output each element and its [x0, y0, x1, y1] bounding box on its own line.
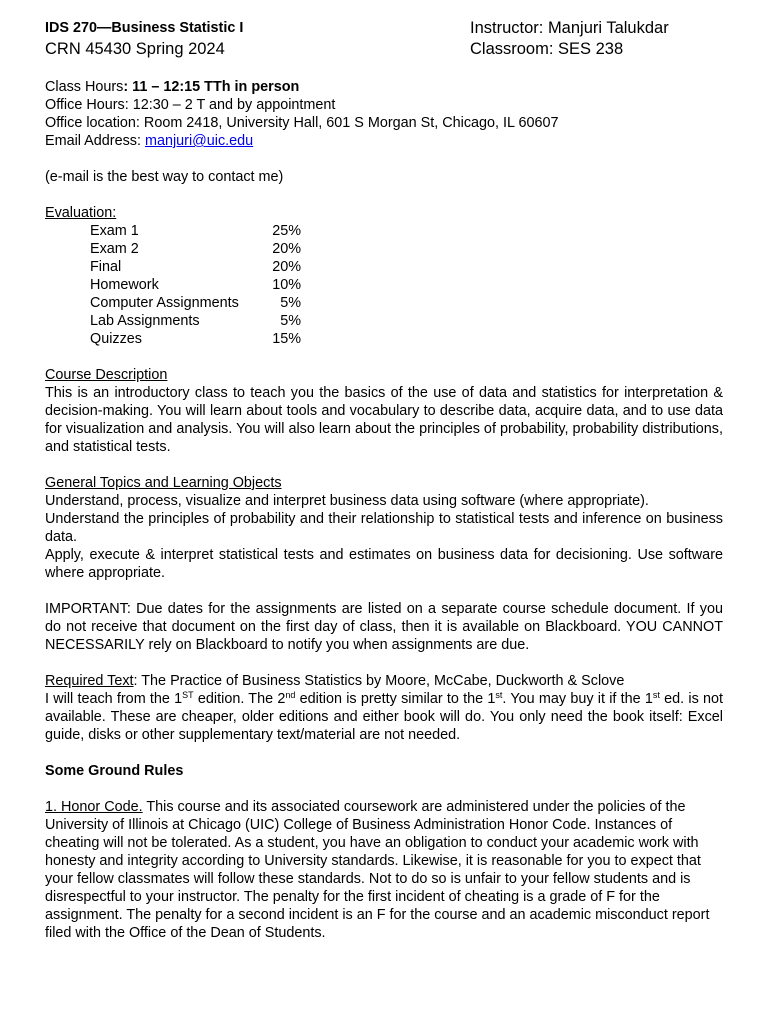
honor-code-paragraph — [45, 798, 723, 942]
superscript: ST — [182, 690, 194, 700]
evaluation-row — [45, 330, 723, 348]
evaluation-name: Lab Assignments — [90, 313, 200, 329]
crn-term: CRN 45430 Spring 2024 — [45, 40, 225, 58]
evaluation-row — [45, 294, 723, 312]
header-right — [470, 18, 669, 60]
evaluation-pct: 20% — [272, 259, 301, 275]
evaluation-row — [45, 240, 723, 258]
class-hours — [45, 78, 723, 96]
topics-line-3: Apply, execute & interpret statistical tests and estimates on business data for decisioning. Use software where appropriate. — [45, 547, 723, 581]
required-text-part: ed. is not available. These are cheaper, older editions and either book will do. You only need the book itself: Excel guide, disks or other supplementary text/material are not needed. — [45, 691, 724, 743]
evaluation-name: Quizzes — [90, 331, 142, 347]
superscript: nd — [285, 690, 296, 700]
evaluation-heading: Evaluation: — [45, 205, 117, 221]
superscript: st — [495, 690, 503, 700]
office-location: Office location: Room 2418, University Hall, 601 S Morgan St, Chicago, IL 60607 — [45, 115, 559, 131]
office-hours: Office Hours: 12:30 – 2 T and by appointment — [45, 97, 336, 113]
email-line — [45, 132, 723, 150]
evaluation-name: Homework — [90, 277, 159, 293]
evaluation-name: Exam 1 — [90, 223, 139, 239]
important-notice: IMPORTANT: Due dates for the assignments are listed on a separate course schedule document. If you do not receive that document on the first day of class, then it is available on Blackboard. YOU CANNOT NECESSARILY rely on Blackboard to notify you when assignments are due. — [45, 601, 723, 653]
ground-rules-heading: Some Ground Rules — [45, 763, 184, 779]
evaluation-list — [45, 222, 723, 348]
required-text-part: edition is pretty similar to the 1 — [295, 691, 496, 707]
required-text-title: : The Practice of Business Statistics by Moore, McCabe, Duckworth & Sclove — [133, 673, 625, 689]
class-hours-label: Class Hours — [45, 79, 124, 95]
instructor: Instructor: Manjuri Talukdar — [470, 19, 669, 37]
syllabus-page — [45, 18, 723, 942]
required-text-part: . You may buy it if the 1 — [502, 691, 653, 707]
honor-code-label: 1. Honor Code. — [45, 799, 143, 815]
header — [45, 18, 723, 62]
evaluation-row — [45, 276, 723, 294]
header-left — [45, 18, 243, 60]
evaluation-name: Computer Assignments — [90, 295, 239, 311]
email-link[interactable]: manjuri@uic.edu — [144, 133, 254, 149]
class-hours-value: : 11 – 12:15 TTh in person — [123, 79, 300, 95]
course-title: IDS 270—Business Statistic I — [45, 20, 244, 36]
evaluation-row — [45, 222, 723, 240]
email-label: Email Address: — [45, 133, 145, 149]
evaluation-pct: 10% — [272, 277, 301, 293]
evaluation-row — [45, 258, 723, 276]
required-text-body — [45, 690, 723, 744]
required-text-part: edition. The 2 — [193, 691, 286, 707]
contact-note: (e-mail is the best way to contact me) — [45, 169, 284, 185]
required-text-part: I will teach from the 1 — [45, 691, 183, 707]
evaluation-pct: 25% — [272, 223, 301, 239]
evaluation-name: Exam 2 — [90, 241, 139, 257]
evaluation-row — [45, 312, 723, 330]
evaluation-pct: 20% — [272, 241, 301, 257]
required-text-label: Required Text — [45, 673, 134, 689]
classroom: Classroom: SES 238 — [470, 40, 624, 58]
course-description-heading: Course Description — [45, 367, 168, 383]
evaluation-name: Final — [90, 259, 122, 275]
evaluation-pct: 15% — [272, 331, 301, 347]
course-description-text: This is an introductory class to teach you the basics of the use of data and statistics for interpretation & decision-making. You will learn about tools and vocabulary to describe data, acquire data, and to use data for visualization and analysis. You will also learn about the principles of probability, probability distributions, and statistical tests. — [45, 385, 723, 455]
topics-heading: General Topics and Learning Objects — [45, 475, 282, 491]
topics-line-1: Understand, process, visualize and interpret business data using software (where appropriate). — [45, 493, 649, 509]
honor-code-text: This course and its associated coursework are administered under the policies of the University of Illinois at Chicago (UIC) College of Business Administration Honor Code. Instances of cheating will not be tolerated. As a student, you have an obligation to conduct your academic work with honesty and integrity according to University standards. Likewise, it is reasonable for you to expect that your fellow classmates will follow these standards. Not to do so is unfair to your fellow students and is disrespectful to your instructor. The penalty for the first incident of cheating is a grade of F for the assignment. The penalty for a second incident is an F for the course and an academic misconduct report filed with the Office of the Dean of Students. — [45, 799, 710, 941]
required-text-title-line — [45, 672, 723, 690]
evaluation-pct: 5% — [280, 295, 301, 311]
superscript: st — [652, 690, 660, 700]
evaluation-pct: 5% — [280, 313, 301, 329]
topics-line-2: Understand the principles of probability and their relationship to statistical tests and inference on business data. — [45, 511, 723, 545]
